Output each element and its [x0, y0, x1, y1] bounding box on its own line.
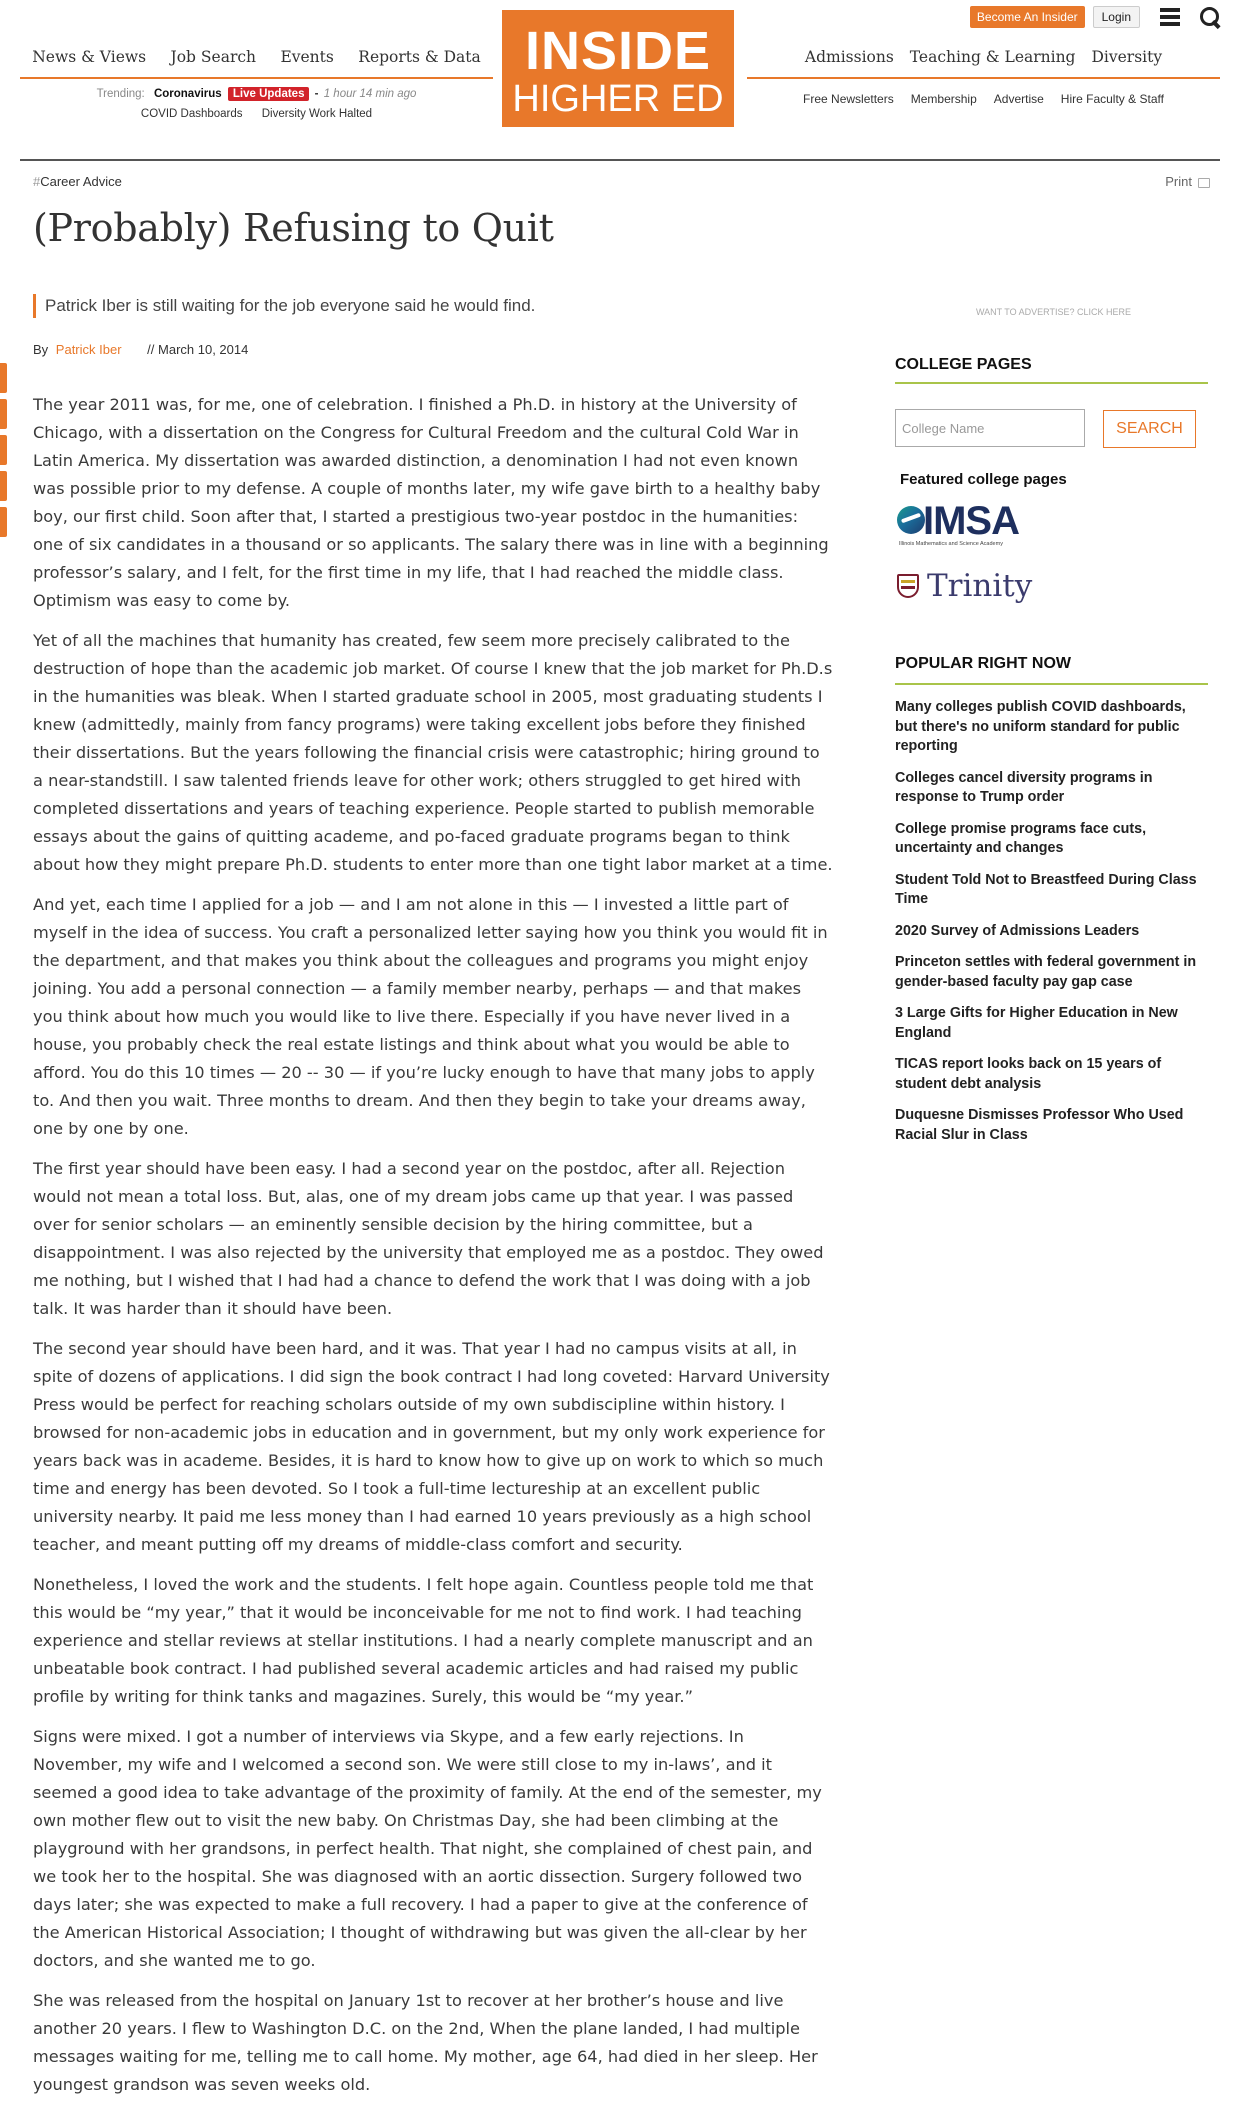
- article-paragraph: She was released from the hospital on January 1st to recover at her brother’s house and live another 20 years. I flew to Washington D.C. on the 2nd, When the plane landed, I had multiple messages waiting for me, telling me to call home. My mother, age 64, had died in her sleep. Her youngest grandson was seven weeks old.: [33, 1991, 818, 2094]
- nav-divider-right: [747, 77, 1220, 79]
- top-actions: [970, 5, 1222, 29]
- nav-advertise[interactable]: Advertise: [993, 92, 1044, 106]
- hamburger-menu-icon[interactable]: [1160, 8, 1180, 26]
- trending-label: Trending:: [96, 88, 145, 100]
- nav-reports-data[interactable]: Reports & Data: [358, 48, 481, 66]
- imsa-logo[interactable]: [897, 499, 1037, 551]
- nav-events[interactable]: Events: [280, 48, 334, 66]
- secondary-nav-right: [747, 92, 1220, 106]
- trinity-wordmark: Trinity: [927, 568, 1033, 604]
- publish-date: // March 10, 2014: [147, 342, 249, 357]
- article-paragraph: The year 2011 was, for me, one of celebration. I finished a Ph.D. in history at the University of Chicago, with a dissertation on the Congress for Cultural Freedom and the cultural Cold War in Latin America. My dissertation was awarded distinction, a denomination I had not even known was possible prior to my defense. A couple of months later, my wife gave birth to a healthy baby boy, our first child. Soon after that, I started a prestigious two-year postdoc in the humanities: one of six candidates in a thousand or so applicants. The salary there was in line with a beginning professor’s salary, and I felt, for the first time in my life, that I had reached the middle class. Optimism was easy to come by.: [33, 395, 829, 610]
- popular-item[interactable]: Duquesne Dismisses Professor Who Used Racial Slur in Class: [895, 1107, 1184, 1143]
- popular-rule: [895, 683, 1208, 685]
- popular-item[interactable]: 2020 Survey of Admissions Leaders: [895, 922, 1140, 939]
- popular-heading: POPULAR RIGHT NOW: [895, 655, 1071, 672]
- category-link[interactable]: Career Advice: [40, 174, 122, 189]
- article-paragraph: And yet, each time I applied for a job — and I am not alone in this — I invested a little part of myself in the idea of success. You craft a personalized letter saying how you think you would fit in the department, and that makes you think about the colleagues and programs you might enjoy joining. You add a personal connection — a family member nearby, perhaps — and that makes you think about how much you would like to live there. Especially if you have never lived in a house, you probably check the real estate listings and think about what you would be able to afford. You do this 10 times — 20 -- 30 — if you’re lucky enough to have that many jobs to apply to. And then you wait. Three months to dream. And then they begin to take your dreams away, one by one by one.: [33, 895, 828, 1138]
- category-hash: #: [33, 174, 41, 189]
- nav-admissions[interactable]: Admissions: [804, 48, 894, 66]
- trinity-shield-icon: [897, 574, 919, 598]
- trending-separator: -: [314, 88, 319, 100]
- popular-item[interactable]: College promise programs face cuts, uncertainty and changes: [895, 820, 1147, 856]
- trending-timestamp: 1 hour 14 min ago: [323, 88, 417, 100]
- become-insider-button[interactable]: Become An Insider: [970, 6, 1085, 28]
- nav-divider-left: [20, 77, 493, 79]
- nav-diversity[interactable]: Diversity: [1091, 48, 1163, 66]
- byline: [33, 342, 248, 357]
- live-updates-badge[interactable]: Live Updates: [228, 87, 310, 101]
- college-search-button[interactable]: SEARCH: [1103, 410, 1196, 448]
- trending-topic-link[interactable]: Coronavirus: [153, 88, 222, 100]
- article-paragraph: The first year should have been easy. I had a second year on the postdoc, after all. Rejection would not mean a total loss. But, alas, one of my dream jobs came up that year. I was passed over for senior scholars — an eminently sensible decision by the hiring committee, but a disappointment. I was also rejected by the university that employed me as a postdoc. They owed me nothing, but I wished that I had had a chance to defend the work that I was doing with a job talk. It was harder than it should have been.: [33, 1159, 824, 1318]
- imsa-mark-icon: [897, 506, 925, 534]
- trending-bar: [20, 88, 493, 100]
- article-paragraph: Signs were mixed. I got a number of interviews via Skype, and a few early rejections. In November, my wife and I welcomed a second son. We were still close to my in-laws’, and it seemed a good idea to take advantage of the proximity of family. At the end of the semester, my own mother flew out to visit the new baby. On Christmas Day, she had been climbing at the playground with her grandsons, in perfect health. That night, she complained of chest pain, and we took her to the hospital. She was diagnosed with an aortic dissection. Surgery followed two days later; she was expected to make a full recovery. I had a paper to give at the conference of the American Historical Association; I thought of withdrawing but was given the all-clear by her doctors, and she wanted me to go.: [33, 1727, 822, 1970]
- primary-nav-left: [20, 48, 493, 66]
- article-dek: Patrick Iber is still waiting for the job everyone said he would find.: [33, 294, 535, 318]
- college-pages-rule: [895, 382, 1208, 384]
- popular-item[interactable]: Student Told Not to Breastfeed During Class Time: [895, 871, 1197, 907]
- nav-job-search[interactable]: Job Search: [170, 48, 257, 66]
- popular-item[interactable]: Princeton settles with federal government in gender-based faculty pay gap case: [895, 954, 1197, 990]
- featured-college-pages-label: Featured college pages: [900, 471, 1067, 488]
- college-name-input[interactable]: [895, 409, 1085, 447]
- advertise-link[interactable]: WANT TO ADVERTISE? CLICK HERE: [975, 307, 1132, 317]
- printer-icon: [1198, 178, 1210, 188]
- primary-nav-right: [747, 48, 1220, 66]
- nav-teaching-learning[interactable]: Teaching & Learning: [909, 48, 1076, 66]
- trending-link-diversity-work-halted[interactable]: Diversity Work Halted: [261, 108, 373, 120]
- article-paragraph: The second year should have been hard, and it was. That year I had no campus visits at all, in spite of dozens of applications. I did sign the book contract I had long coveted: Harvard University Press would be perfect for reaching scholars outside of my own subdiscipline within history. I browsed for non-academic jobs in education and in government, but my only work experience for years back was in academe. Besides, it is hard to know how to give up on work to which so much time and energy has been devoted. So I took a full-time lectureship at an excellent public university nearby. It paid me less money than I had earned 10 years previously as a high school teacher, and meant putting off my dreams of middle-class comfort and security.: [33, 1339, 830, 1554]
- print-label: Print: [1165, 174, 1192, 189]
- imsa-wordmark: IMSA: [923, 499, 1019, 543]
- article-body: [33, 391, 833, 2111]
- popular-item[interactable]: TICAS report looks back on 15 years of student debt analysis: [895, 1056, 1162, 1092]
- nav-free-newsletters[interactable]: Free Newsletters: [803, 92, 894, 106]
- login-button[interactable]: Login: [1093, 6, 1140, 28]
- trinity-logo[interactable]: [897, 566, 1037, 606]
- share-more-icon[interactable]: [0, 507, 7, 537]
- article-paragraph: Nonetheless, I loved the work and the students. I felt hope again. Countless people told me that this would be “my year,” that it would be inconceivable for me not to find work. I had teaching experience and stellar reviews at stellar institutions. I had a nearly complete manuscript and an unbeatable book contract. I had published several academic articles and had raised my public profile by writing for think tanks and magazines. Surely, this would be “my year.”: [33, 1575, 814, 1706]
- author-link[interactable]: Patrick Iber: [55, 342, 122, 357]
- college-pages-heading: COLLEGE PAGES: [895, 356, 1032, 373]
- print-button[interactable]: [1165, 174, 1210, 189]
- popular-item[interactable]: Many colleges publish COVID dashboards, but there's no uniform standard for public reporting: [895, 699, 1186, 754]
- nav-news-views[interactable]: News & Views: [32, 48, 147, 66]
- share-facebook-icon[interactable]: [0, 363, 7, 393]
- share-email-icon[interactable]: [0, 471, 7, 501]
- logo-line-1: INSIDE: [524, 21, 712, 81]
- byline-by: By: [33, 342, 49, 357]
- imsa-tagline: Illinois Mathematics and Science Academy: [899, 541, 1003, 547]
- nav-hire-faculty-staff[interactable]: Hire Faculty & Staff: [1060, 92, 1164, 106]
- search-icon[interactable]: [1198, 5, 1222, 29]
- trending-link-covid-dashboards[interactable]: COVID Dashboards: [140, 108, 243, 120]
- logo-line-2: HIGHER ED: [512, 78, 724, 120]
- article-title: (Probably) Refusing to Quit: [33, 206, 554, 250]
- trending-links: [20, 108, 493, 120]
- share-rail: [0, 363, 7, 543]
- popular-item[interactable]: Colleges cancel diversity programs in response to Trump order: [895, 769, 1153, 805]
- nav-membership[interactable]: Membership: [910, 92, 977, 106]
- article-paragraph: Yet of all the machines that humanity has created, few seem more precisely calibrated to the destruction of hope than the academic job market. Of course I knew that the job market for Ph.D.s in the humanities was bleak. When I started graduate school in 2005, most graduating students I knew (admittedly, mainly from fancy programs) were taking excellent jobs before they finished their dissertations. But the years following the financial crisis were catastrophic; hiring ground to a near-standstill. I saw talented friends leave for other work; others struggled to get hired with completed dissertations and years of teaching experience. People started to publish memorable essays about the gains of quitting academe, and po-faced graduate programs began to think about how they might prepare Ph.D. students to enter more than one tight labor market at a time.: [33, 631, 833, 874]
- popular-list: [895, 698, 1211, 1157]
- share-linkedin-icon[interactable]: [0, 435, 7, 465]
- inside-higher-ed-logo[interactable]: [502, 10, 734, 127]
- header-divider: [20, 159, 1220, 161]
- share-twitter-icon[interactable]: [0, 399, 7, 429]
- popular-item[interactable]: 3 Large Gifts for Higher Education in New England: [895, 1005, 1178, 1041]
- article-category: [33, 174, 122, 189]
